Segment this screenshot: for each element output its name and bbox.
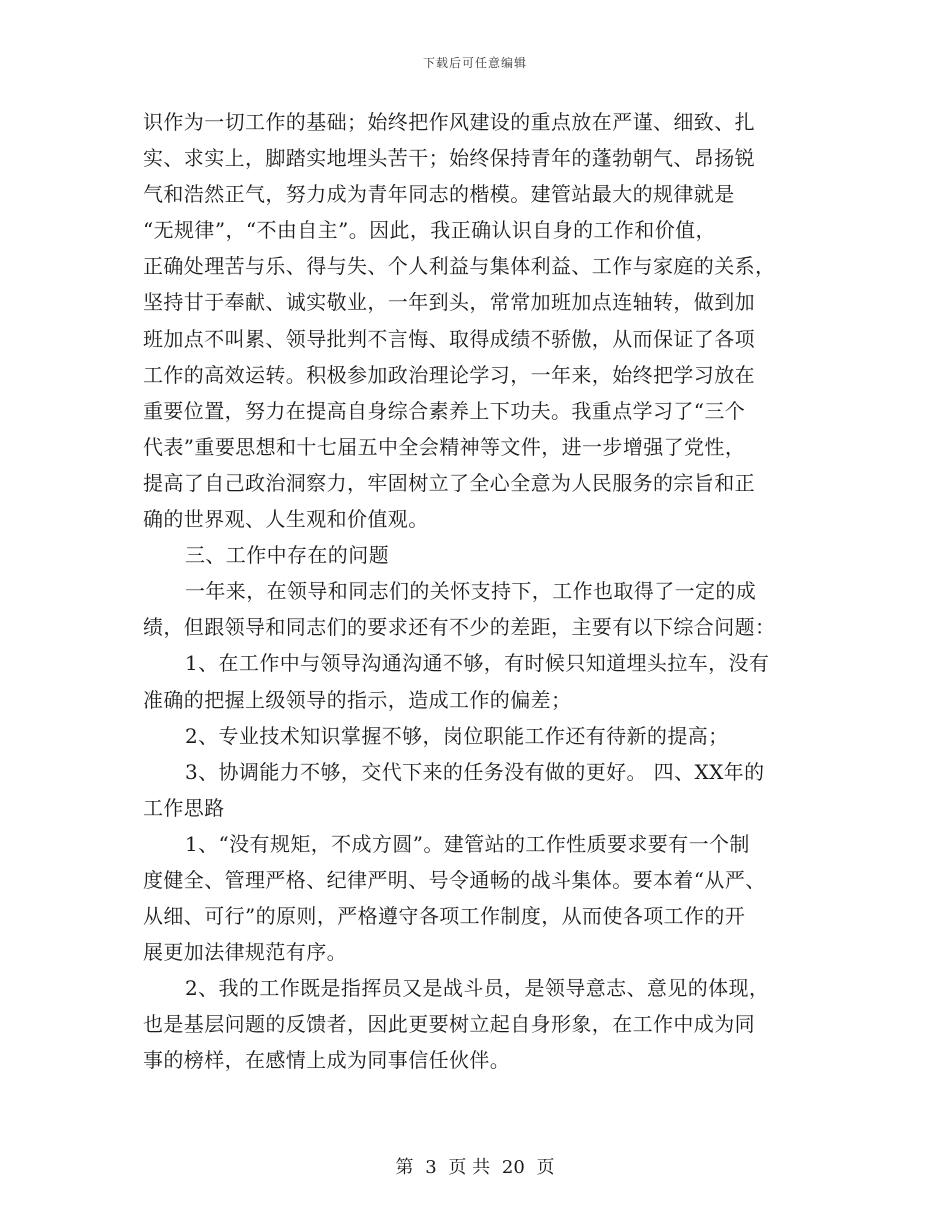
text-line: 1、“没有规矩，不成方圆”。建管站的工作性质要求要有一个制 (185, 831, 750, 856)
text-line: 工作的高效运转。积极参加政治理论学习，一年来，始终把学习放在 (143, 362, 755, 387)
text-line: 实、求实上，脚踏实地埋头苦干；始终保持青年的蓬勃朝气、昂扬锐 (143, 146, 755, 171)
text-line: 代表”重要思想和十七届五中全会精神等文件，进一步增强了党性， (143, 434, 746, 459)
text-line: 坚持甘于奉献、诚实敬业，一年到头，常常加班加点连轴转，做到加 (143, 290, 755, 315)
text-line: 班加点不叫累、领导批判不言悔、取得成绩不骄傲，从而保证了各项 (143, 326, 755, 351)
text-line: 从细、可行”的原则，严格遵守各项工作制度，从而使各项工作的开 (143, 904, 746, 929)
text-line: 也是基层问题的反馈者，因此更要树立起自身形象，在工作中成为同 (143, 1012, 755, 1037)
document-body (143, 104, 815, 1079)
text-line: 气和浩然正气，努力成为青年同志的楷模。建管站最大的规律就是 (143, 182, 735, 207)
text-line: 事的榜样，在感情上成为同事信任伙伴。 (143, 1048, 511, 1073)
page-number: 3 (425, 1157, 437, 1178)
text-line: “无规律”，“不由自主”。因此，我正确认识自身的工作和价值， (143, 218, 716, 243)
text-line: 提高了自己政治洞察力，牢固树立了全心全意为人民服务的宗旨和正 (143, 470, 755, 495)
page-suffix: 页 (536, 1157, 555, 1178)
header-note: 下载后可任意编辑 (422, 56, 527, 70)
text-line: 一年来，在领导和同志们的关怀支持下，工作也取得了一定的成 (185, 579, 757, 604)
text-line: 正确处理苦与乐、得与失、个人利益与集体利益、工作与家庭的关系， (143, 254, 776, 279)
text-line: 2、专业技术知识掌握不够，岗位职能工作还有待新的提高； (185, 723, 729, 748)
text-line: 三、工作中存在的问题 (185, 543, 389, 568)
text-line: 重要位置，努力在提高自身综合素养上下功夫。我重点学习了“三个 (143, 398, 746, 423)
text-line: 2、我的工作既是指挥员又是战斗员，是领导意志、意见的体现， (185, 976, 770, 1001)
text-line: 工作思路 (143, 795, 225, 820)
page-prefix: 第 (395, 1157, 414, 1178)
page-footer (0, 1153, 950, 1179)
text-line: 准确的把握上级领导的指示，造成工作的偏差； (143, 687, 572, 712)
text-line: 展更加法律规范有序。 (143, 940, 347, 965)
page-middle: 页 共 (448, 1157, 491, 1178)
text-line: 1、在工作中与领导沟通沟通不够，有时候只知道埋头拉车，没有 (185, 651, 770, 676)
text-line: 绩，但跟领导和同志们的要求还有不少的差距，主要有以下综合问题： (143, 615, 776, 640)
text-line: 3、协调能力不够，交代下来的任务没有做的更好。 四、XX年的 (185, 759, 765, 784)
text-line: 确的世界观、人生观和价值观。 (143, 507, 429, 532)
text-line: 识作为一切工作的基础；始终把作风建设的重点放在严谨、细致、扎 (143, 110, 755, 134)
text-line: 度健全、管理严格、纪律严明、号令通畅的战斗集体。要本着“从严、 (143, 867, 766, 892)
page-total: 20 (501, 1157, 525, 1178)
